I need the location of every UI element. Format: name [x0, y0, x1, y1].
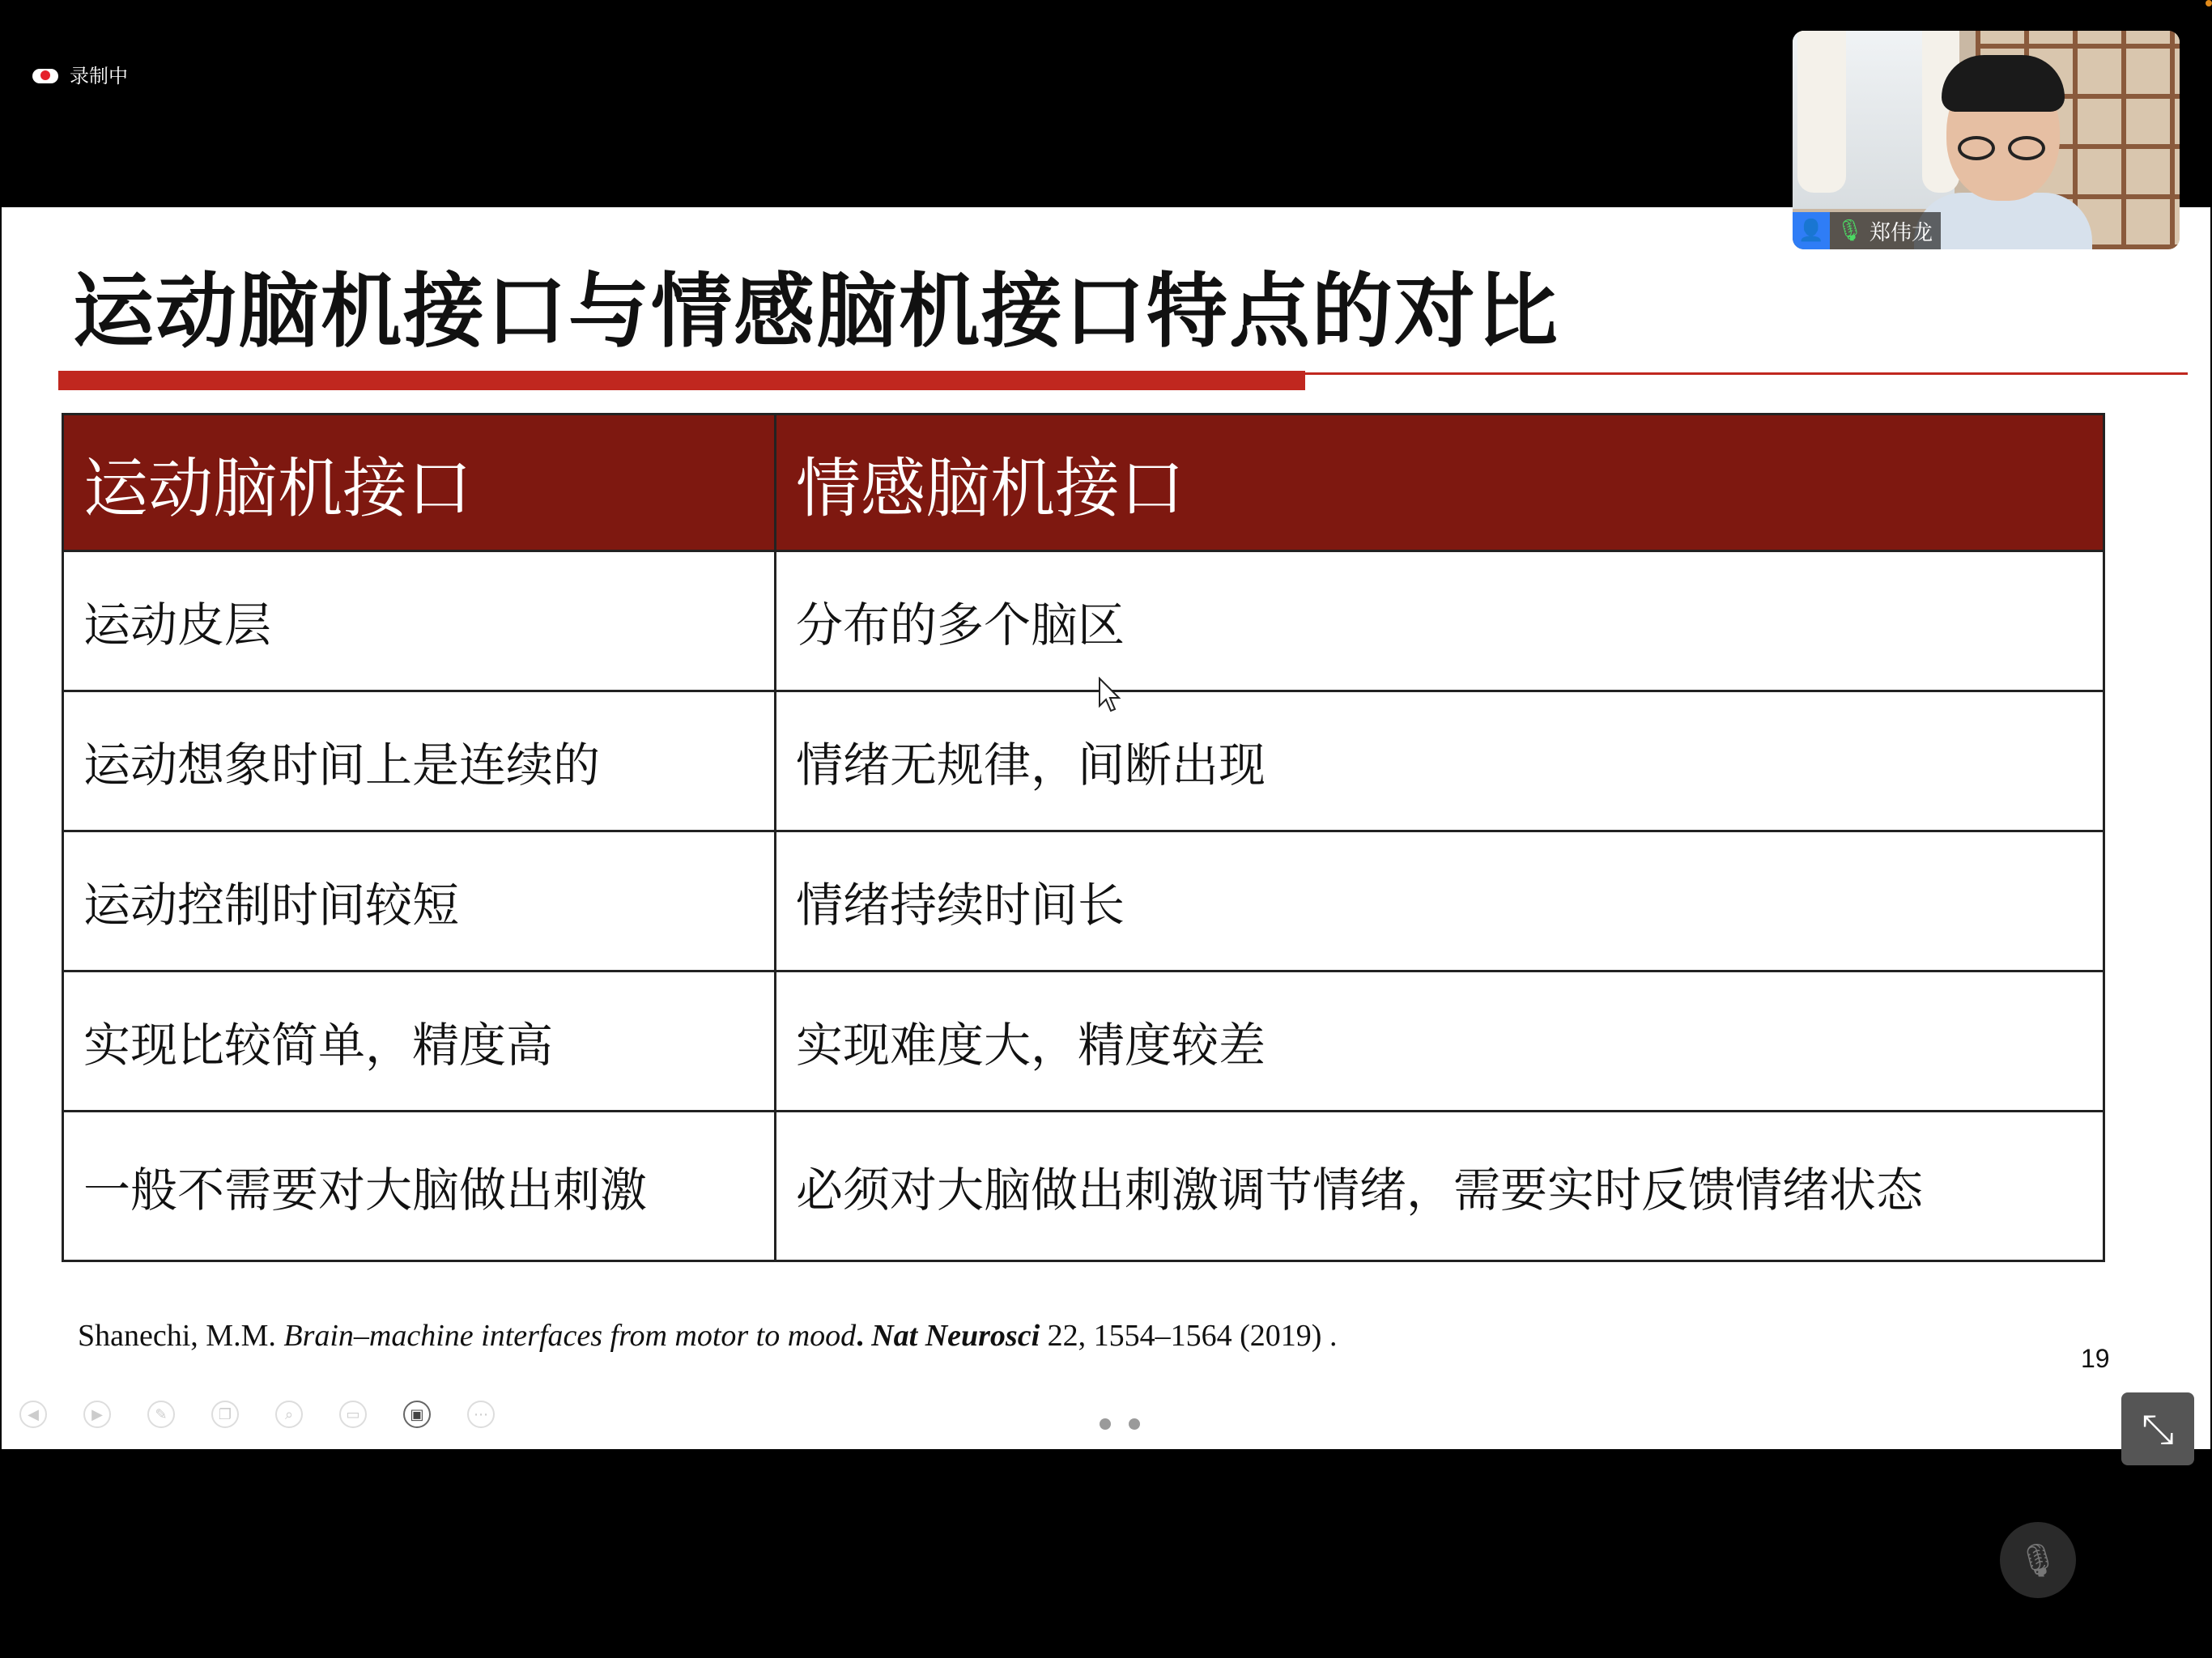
table-cell: 实现比较简单，精度高: [63, 971, 776, 1112]
table-header-emotion: 情感脑机接口: [776, 414, 2104, 551]
table-row: [63, 971, 2104, 1112]
table-cell: 必须对大脑做出刺激调节情绪，需要实时反馈情绪状态: [776, 1112, 2104, 1261]
table-cell: 一般不需要对大脑做出刺激: [63, 1112, 776, 1261]
microphone-icon: 🎙: [1836, 219, 1864, 243]
table-cell: 情绪无规律，间断出现: [776, 691, 2104, 831]
user-icon: 👤: [1793, 212, 1830, 249]
citation-authors: Shanechi, M.M.: [78, 1319, 284, 1353]
copy-icon[interactable]: ❐: [211, 1401, 239, 1428]
mouse-cursor-icon: [1098, 677, 1122, 712]
pen-icon[interactable]: ✎: [147, 1401, 175, 1428]
zoom-icon[interactable]: ⌕: [275, 1401, 303, 1428]
page-number: 19: [2081, 1344, 2110, 1373]
pager-dot[interactable]: [1129, 1418, 1140, 1430]
pager-dot[interactable]: [1100, 1418, 1111, 1430]
table-header-row: [63, 414, 2104, 551]
table-row: [63, 691, 2104, 831]
table-row: [63, 1112, 2104, 1261]
table-cell: 运动想象时间上是连续的: [63, 691, 776, 831]
expand-icon[interactable]: ⤡: [2121, 1392, 2194, 1465]
prev-icon[interactable]: ◀: [19, 1401, 47, 1428]
status-dot: [2206, 0, 2212, 6]
table-cell: 情绪持续时间长: [776, 831, 2104, 971]
table-header-motor: 运动脑机接口: [63, 414, 776, 551]
recording-label: 录制中: [70, 65, 128, 87]
citation-journal: Nat Neurosci: [871, 1319, 1040, 1353]
table-cell: 运动皮层: [63, 551, 776, 691]
title-accent-line: [1305, 372, 2188, 375]
muted-microphone-icon[interactable]: 🎙: [2000, 1522, 2076, 1598]
table-cell: 实现难度大，精度较差: [776, 971, 2104, 1112]
citation: [78, 1318, 1337, 1354]
table-cell: 分布的多个脑区: [776, 551, 2104, 691]
participant-name: 郑伟龙: [1870, 220, 1933, 245]
camera-icon[interactable]: ▣: [403, 1401, 431, 1428]
title-accent-bar: [58, 371, 1305, 390]
next-icon[interactable]: ▶: [83, 1401, 111, 1428]
presentation-slide: [2, 207, 2210, 1452]
recording-cloud-icon: [32, 66, 58, 83]
slide-title: 运动脑机接口与情感脑机接口特点的对比: [73, 264, 1559, 359]
citation-title: Brain–machine interfaces from motor to mood: [283, 1319, 857, 1353]
citation-rest: 22, 1554–1564 (2019) .: [1040, 1319, 1338, 1353]
participant-name-bar: [1793, 212, 1941, 249]
table-cell: 运动控制时间较短: [63, 831, 776, 971]
table-row: [63, 551, 2104, 691]
slide-toolbar: [19, 1401, 495, 1428]
citation-period: .: [856, 1319, 872, 1353]
table-row: [63, 831, 2104, 971]
comparison-table: [62, 413, 2105, 1262]
pager-dots: [1100, 1418, 1140, 1430]
recording-indicator: [32, 60, 128, 88]
more-icon[interactable]: ⋯: [467, 1401, 495, 1428]
screen-icon[interactable]: ▭: [339, 1401, 367, 1428]
participant-video-tile[interactable]: [1793, 31, 2180, 249]
